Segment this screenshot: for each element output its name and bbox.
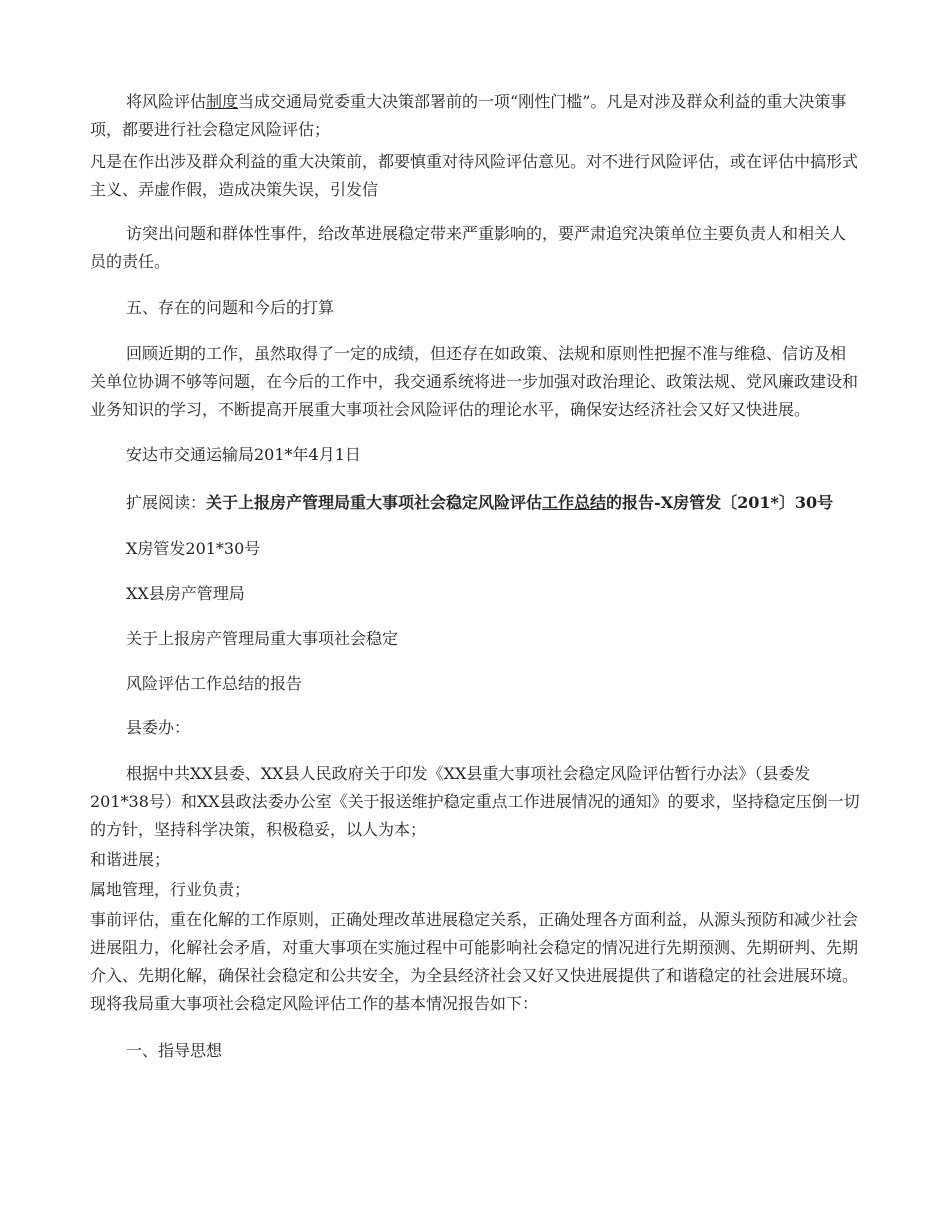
addressee: 县委办： — [126, 718, 191, 737]
paragraph-accountability: 访突出问题和群体性事件，给改革进展稳定带来严重影响的，要严肃追究决策单位主要负责人和相关人员的责任。 — [90, 224, 847, 271]
paragraph-basis: 根据中共XX县委、XX县人民政府关于印发《XX县重大事项社会稳定风险评估暂行办法》（县委发201*38号）和XX县政法委办公室《关于报送维护稳定重点工作进展情况的通知》的要求，坚持稳定压倒一切的方针，坚持科学决策，积极稳妥，以人为本； — [90, 764, 860, 839]
title-underlined-run: 工作总结 — [542, 493, 607, 512]
line-harmony: 和谐进展； — [90, 850, 171, 869]
section-heading-5: 五、存在的问题和今后的打算 — [126, 298, 335, 317]
issuing-organization: XX县房产管理局 — [126, 584, 245, 603]
line-local-management: 属地管理，行业负责； — [90, 880, 251, 899]
underlined-term: 制度 — [206, 92, 239, 111]
extended-reading-title[interactable] — [206, 493, 833, 512]
title-run: 关于上报房产管理局重大事项社会稳定风险评估 — [206, 493, 543, 512]
text-run: 当成交通局党委重大决策部署前的一项“刚性门槛”。凡是对涉及群众利益的重大决策事项，都要进行社会稳定风险评估； — [90, 92, 847, 139]
extended-reading-prefix: 扩展阅读： — [126, 493, 207, 512]
report-title-line-2: 风险评估工作总结的报告 — [126, 674, 303, 693]
text-run: 将风险评估 — [126, 92, 207, 111]
extended-reading-line — [90, 489, 860, 517]
section-heading-1: 一、指导思想 — [126, 1041, 223, 1060]
document-number: X房管发201*30号 — [126, 539, 261, 558]
paragraph-review: 回顾近期的工作，虽然取得了一定的成绩，但还存在如政策、法规和原则性把握不准与维稳、信访及相关单位协调不够等问题，在今后的工作中，我交通系统将进一步加强对政治理论、政策法规、党风廉政建设和业务知识的学习，不断提高开展重大事项社会风险评估的理论水平，确保安达经济社会又好又快进展。 — [90, 344, 859, 419]
report-title-line-1: 关于上报房产管理局重大事项社会稳定 — [126, 629, 399, 648]
paragraph-decision-caution: 凡是在作出涉及群众利益的重大决策前，都要慎重对待风险评估意见。对不进行风险评估，或在评估中搞形式主义、弄虚作假，造成决策失误，引发信 — [90, 152, 859, 199]
title-run: 的报告-X房管发〔201*〕30号 — [606, 493, 834, 512]
signoff-line: 安达市交通运输局201*年4月1日 — [126, 445, 361, 464]
paragraph-risk-assessment-system — [90, 88, 860, 144]
paragraph-principles: 事前评估，重在化解的工作原则，正确处理改革进展稳定关系，正确处理各方面利益，从源头预防和减少社会进展阻力，化解社会矛盾，对重大事项在实施过程中可能影响社会稳定的情况进行先期预测、先期研判、先期介入、先期化解，确保社会稳定和公共安全，为全县经济社会又好又快进展提供了和谐稳定的社会进展环境。现将我局重大事项社会稳定风险评估工作的基本情况报告如下： — [90, 910, 859, 1013]
